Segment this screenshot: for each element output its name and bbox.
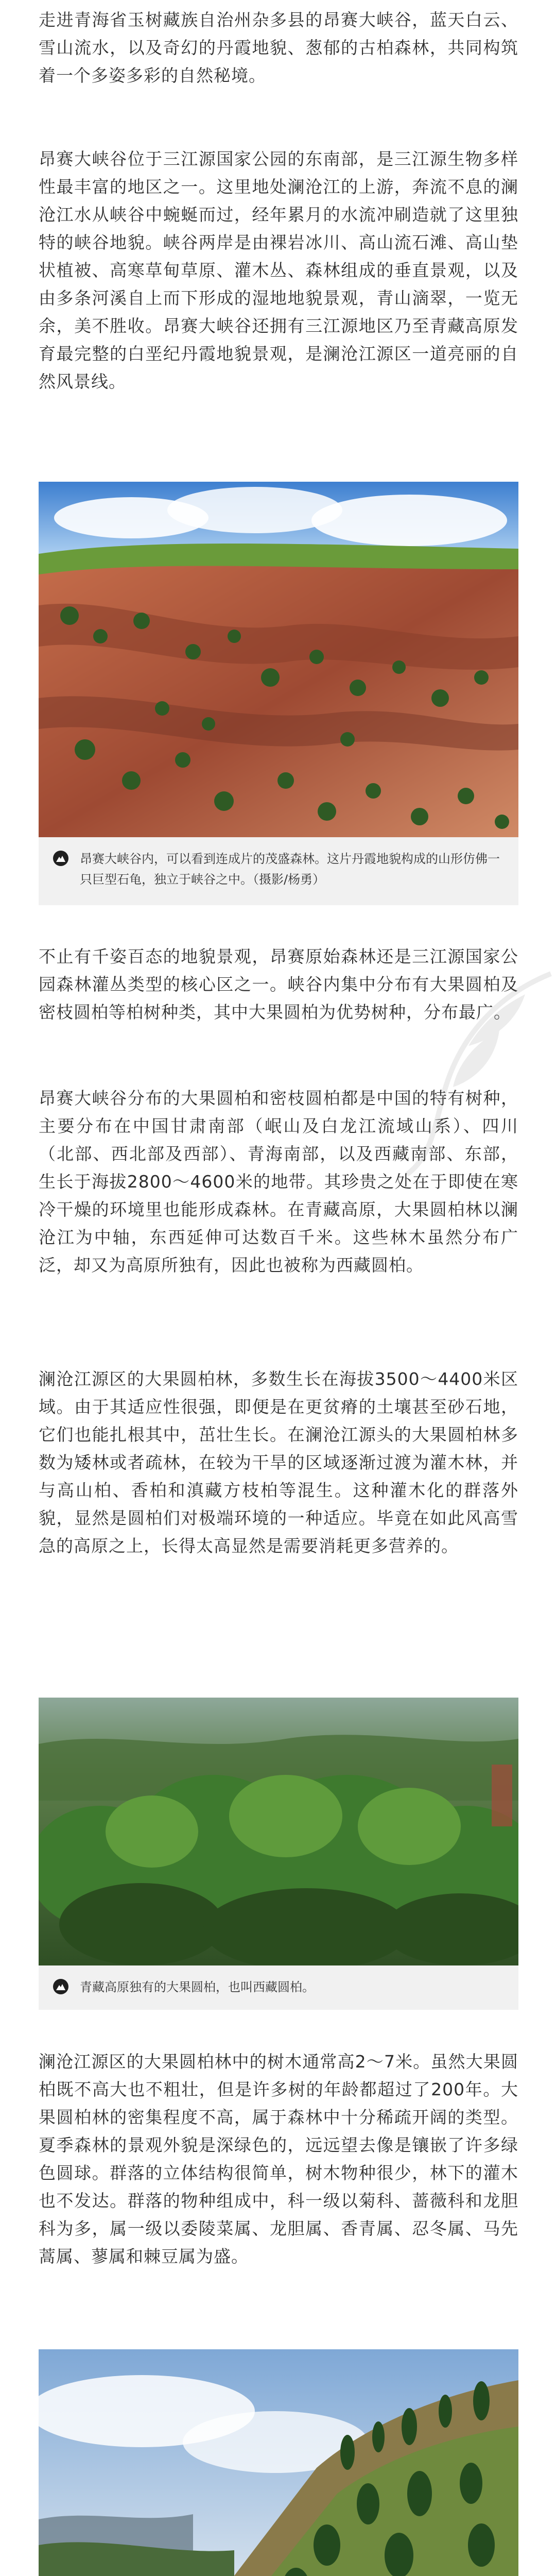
caption-text: 青藏高原独有的大果圆柏，也叫西藏圆柏。 [80,1980,315,1994]
location-paragraph: 昂赛大峡谷位于三江源国家公园的东南部，是三江源生物多样性最丰富的地区之一。这里地处澜沧江的上游，奔流不息的澜沧江水从峡谷中蜿蜒而过，经年累月的水流冲刷造就了这里独特的峡谷地貌。峡谷两岸是由裸岩冰川、高山流石滩、高山垫状植被、高寒草甸草原、灌木丛、森林组成的垂直景观，以及由多条河溪自上而下形成的湿地地貌景观，青山滴翠，一览无余，美不胜收。昂赛大峡谷还拥有三江源地区乃至青藏高原发育最完整的白垩纪丹霞地貌景观，是澜沧江源区一道亮丽的自然风景线。 [39,149,518,392]
juniper-photo [39,1698,518,1965]
juniper-species-paragraph: 昂赛大峡谷分布的大果圆柏和密枝圆柏都是中国的特有树种，主要分布在中国甘肃南部（岷山及白龙江流域山系）、四川（北部、西北部及西部）、青海南部，以及西藏南部、东部，生长于海拔2800～4600米的地带。其珍贵之处在于即使在寒冷干燥的环境里也能形成森林。在青藏高原，大果圆柏林以澜沧江为中轴，东西延伸可达数百千米。这些林木虽然分布广泛，却又为高原所独有，因此也被称为西藏圆柏。 [39,1088,518,1275]
mountain-icon [53,1979,68,1994]
caption-text: 昂赛大峡谷内，可以看到连成片的茂盛森林。这片丹霞地貌构成的山形仿佛一只巨型石龟，独立于峡谷之中。（摄影/杨勇） [80,852,500,887]
sparse-forest-photo [39,2349,518,2576]
leaf-watermark-icon [396,963,556,1180]
juniper-photo-caption [39,1965,518,2010]
mountain-icon [53,851,68,866]
forest-structure-paragraph: 澜沧江源区的大果圆柏林中的树木通常高2～7米。虽然大果圆柏既不高大也不粗壮，但是许多树的年龄都超过了200年。大果圆柏林的密集程度不高，属于森林中十分稀疏开阔的类型。夏季森林的景观外貌是深绿色的，远远望去像是镶嵌了许多绿色圆球。群落的立体结构很简单，树木物种很少，林下的灌木也不发达。群落的物种组成中，科一级以菊科、蔷薇科和龙胆科为多，属一级以委陵菜属、龙胆属、香青属、忍冬属、马先蒿属、蓼属和棘豆属为盛。 [39,2052,518,2266]
canyon-photo-caption [39,837,518,905]
forest-paragraph: 不止有千姿百态的地貌景观，昂赛原始森林还是三江源国家公园森林灌丛类型的核心区之一。峡谷内集中分布有大果圆柏及密枝圆柏等柏树种类，其中大果圆柏为优势树种，分布最广。 [39,946,518,1022]
juniper-distribution-paragraph: 澜沧江源区的大果圆柏林，多数生长在海拔3500～4400米区域。由于其适应性很强，即便是在更贫瘠的土壤甚至砂石地，它们也能扎根其中，茁壮生长。在澜沧江源头的大果圆柏林多数为矮林或者疏林，在较为干旱的区域逐渐过渡为灌木林，并与高山柏、香柏和滇藏方枝柏等混生。这种灌木化的群落外貌，显然是圆柏们对极端环境的一种适应。毕竟在如此风高雪急的高原之上，长得太高显然是需要消耗更多营养的。 [39,1369,518,1556]
canyon-photo [39,482,518,837]
intro-paragraph: 走进青海省玉树藏族自治州杂多县的昂赛大峡谷，蓝天白云、雪山流水，以及奇幻的丹霞地貌、葱郁的古柏森林，共同构筑着一个多姿多彩的自然秘境。 [39,10,518,86]
